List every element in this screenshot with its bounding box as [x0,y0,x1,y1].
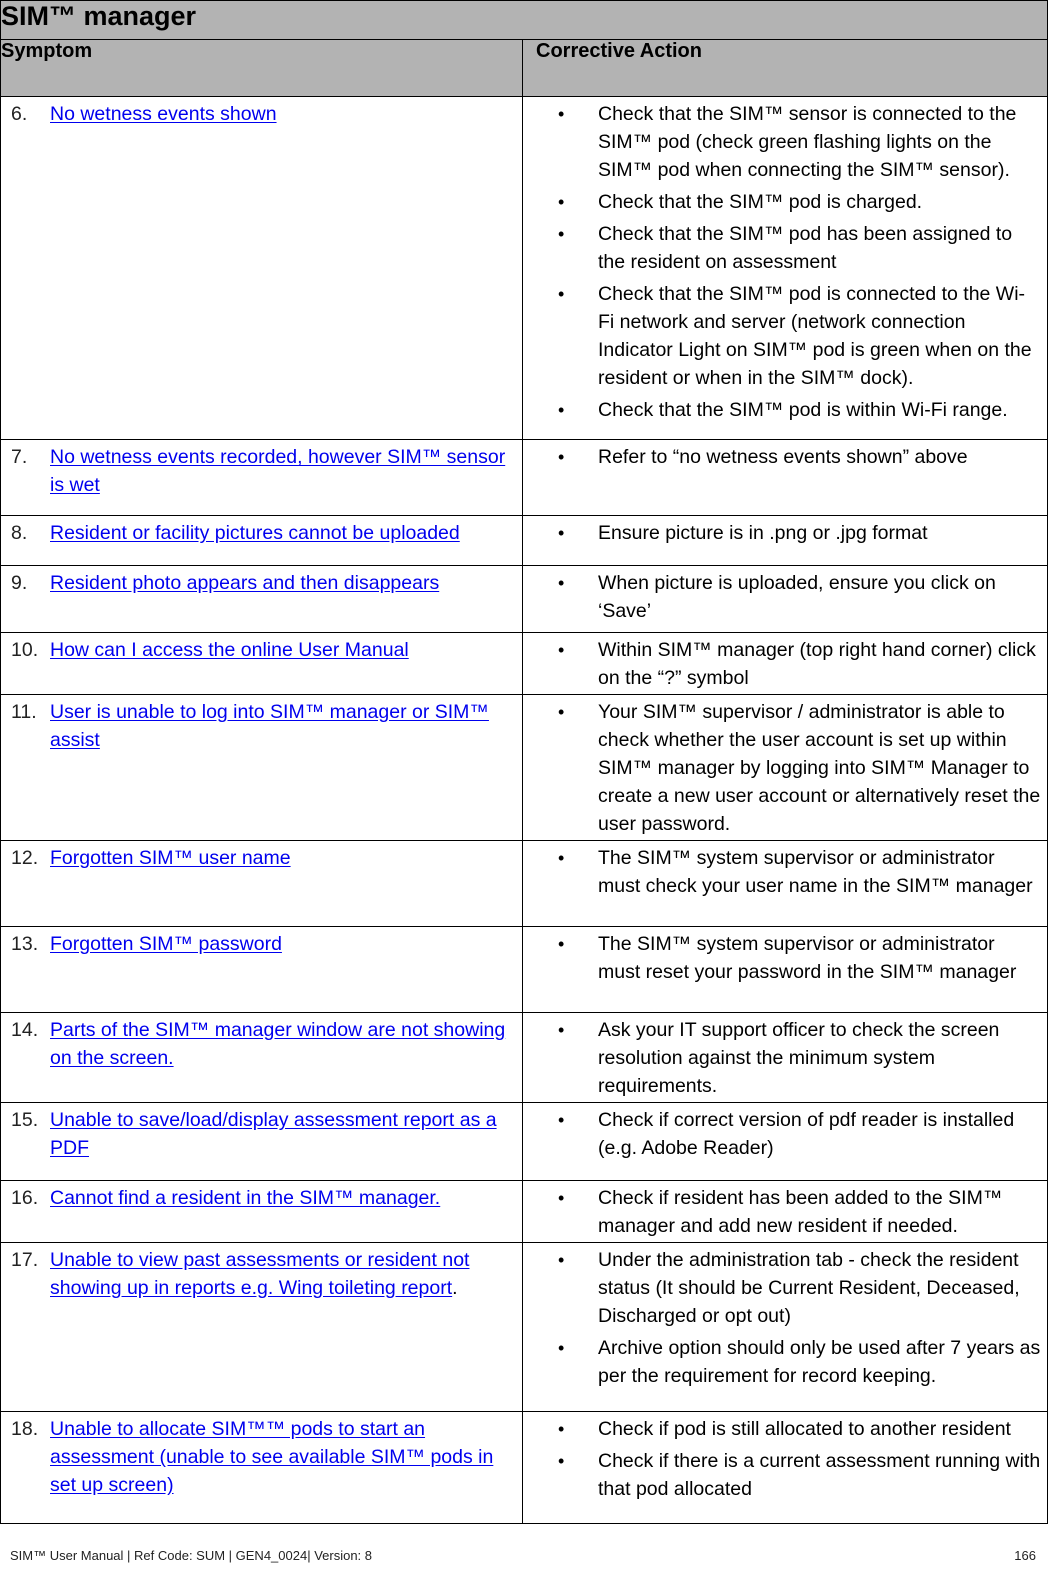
action-item [523,100,1041,184]
action-item [523,1334,1041,1390]
symptom [1,633,522,664]
action-item [523,930,1041,986]
symptom [1,516,522,547]
symptom-cell [1,841,523,927]
action-text: Check that the SIM™ pod has been assigned to the resident on assessment [598,223,1013,273]
symptom-cell [1,440,523,516]
symptom-link[interactable]: Resident photo appears and then disappears [50,572,440,594]
action-text: Check that the SIM™ pod is charged. [598,191,923,213]
action-list [523,1412,1047,1505]
symptom-link[interactable]: Resident or facility pictures cannot be uploaded [50,522,460,544]
bullet-icon: • [558,400,565,420]
symptom-cell [1,1181,523,1243]
table-header-row [1,40,1048,97]
bullet-icon: • [558,702,565,722]
symptom-link[interactable]: No wetness events shown [50,103,277,125]
symptom-number: 18. [11,1418,39,1440]
bullet-icon: • [558,447,565,467]
symptom-link[interactable]: Forgotten SIM™ password [50,933,282,955]
action-item [523,280,1041,392]
action-cell [523,97,1048,440]
symptom [1,1412,522,1499]
action-item [523,220,1041,276]
symptom-cell [1,97,523,440]
action-list [523,927,1047,988]
action-text: The SIM™ system supervisor or administrator must check your user name in the SIM™ manager [598,847,1033,897]
action-cell [523,633,1048,695]
table-row [1,1412,1048,1524]
corrective-action-header: Corrective Action [523,40,1048,97]
symptom-number: 17. [11,1249,39,1271]
symptom [1,927,522,958]
action-text: Ask your IT support officer to check the screen resolution against the minimum system requirements. [598,1019,1000,1097]
symptom-number: 6. [11,103,28,125]
symptom-link[interactable]: Forgotten SIM™ user name [50,847,291,869]
action-list [523,1181,1047,1242]
symptom-cell [1,1103,523,1181]
symptom-number: 16. [11,1187,39,1209]
bullet-icon: • [558,934,565,954]
symptom-cell [1,566,523,633]
action-list [523,566,1047,627]
action-text: Check if correct version of pdf reader is installed (e.g. Adobe Reader) [598,1109,1015,1159]
action-cell [523,927,1048,1013]
bullet-icon: • [558,224,565,244]
bullet-icon: • [558,573,565,593]
symptom-cell [1,1013,523,1103]
action-text: The SIM™ system supervisor or administrator must reset your password in the SIM™ manager [598,933,1017,983]
symptom-cell [1,695,523,841]
symptom [1,440,522,499]
action-list [523,633,1047,694]
symptom-cell [1,927,523,1013]
action-item [523,569,1041,625]
action-text: Check that the SIM™ pod is within Wi-Fi range. [598,399,1008,421]
table-row [1,1243,1048,1412]
table-row [1,841,1048,927]
action-item [523,396,1041,424]
symptom-cell [1,1243,523,1412]
action-cell [523,566,1048,633]
symptom [1,1103,522,1162]
bullet-icon: • [558,1020,565,1040]
action-item [523,636,1041,692]
action-cell [523,841,1048,927]
action-item [523,443,1041,471]
action-item [523,1016,1041,1100]
bullet-icon: • [558,1188,565,1208]
symptom-link[interactable]: Unable to view past assessments or resident not showing up in reports e.g. Wing toileting report [50,1249,470,1299]
footer-manual-ref: SIM™ User Manual | Ref Code: SUM | GEN4_0024| Version: 8 [10,1548,373,1563]
action-text: Check if there is a current assessment running with that pod allocated [598,1450,1041,1500]
table-body [1,97,1048,1524]
action-cell [523,1181,1048,1243]
action-text: When picture is uploaded, ensure you click on ‘Save’ [598,572,996,622]
action-text: Your SIM™ supervisor / administrator is able to check whether the user account is set up within SIM™ manager by logging into SIM™ Manager to create a new user account or alternatively reset the user password. [598,701,1041,835]
bullet-icon: • [558,192,565,212]
page-footer [10,1548,1036,1563]
action-text: Archive option should only be used after 7 years as per the requirement for record keeping. [598,1337,1041,1387]
symptom-number: 10. [11,639,39,661]
symptom-number: 13. [11,933,39,955]
bullet-icon: • [558,1451,565,1471]
action-text: Refer to “no wetness events shown” above [598,446,968,468]
symptom-link[interactable]: User is unable to log into SIM™ manager or SIM™ assist [50,701,489,751]
action-list [523,516,1047,549]
action-text: Check if resident has been added to the SIM™ manager and add new resident if needed. [598,1187,1003,1237]
symptom-cell [1,516,523,566]
symptom-tail: . [452,1277,458,1299]
table-row [1,695,1048,841]
action-list [523,97,1047,426]
table-row [1,1103,1048,1181]
action-list [523,440,1047,473]
action-cell [523,516,1048,566]
table-row [1,97,1048,440]
bullet-icon: • [558,284,565,304]
symptom [1,695,522,754]
action-text: Check if pod is still allocated to another resident [598,1418,1011,1440]
symptom-link[interactable]: Cannot find a resident in the SIM™ manager. [50,1187,441,1209]
table-row [1,516,1048,566]
table-row [1,633,1048,695]
symptom-number: 9. [11,572,28,594]
action-item [523,844,1041,900]
action-cell [523,440,1048,516]
symptom-cell [1,633,523,695]
bullet-icon: • [558,104,565,124]
action-text: Within SIM™ manager (top right hand corner) click on the “?” symbol [598,639,1036,689]
action-list [523,1243,1047,1392]
action-text: Check that the SIM™ pod is connected to the Wi-Fi network and server (network connection Indicator Light on SIM™ pod is green when on the resident or when in the SIM™ dock). [598,283,1032,389]
page-number: 166 [1014,1548,1036,1563]
action-item [523,1447,1041,1503]
bullet-icon: • [558,848,565,868]
table-row [1,440,1048,516]
table-row [1,927,1048,1013]
table-row [1,566,1048,633]
symptom-link[interactable]: No wetness events recorded, however SIM™ sensor is wet [50,446,506,496]
symptom-link[interactable]: Unable to allocate SIM™™ pods to start an assessment (unable to see available SIM™ pods in set up screen) [50,1418,494,1496]
bullet-icon: • [558,1110,565,1130]
action-cell [523,1243,1048,1412]
symptom [1,566,522,597]
symptom [1,1013,522,1072]
action-item [523,519,1041,547]
symptom-link[interactable]: Parts of the SIM™ manager window are not showing on the screen. [50,1019,506,1069]
action-item [523,1184,1041,1240]
symptom-number: 14. [11,1019,39,1041]
bullet-icon: • [558,523,565,543]
table-title: SIM™ manager [1,1,1048,40]
action-list [523,1103,1047,1164]
symptom [1,97,522,128]
bullet-icon: • [558,1419,565,1439]
action-text: Check that the SIM™ sensor is connected to the SIM™ pod (check green flashing lights on the SIM™ pod when connecting the SIM™ sensor). [598,103,1017,181]
symptom-number: 11. [11,701,37,723]
symptom-number: 12. [11,847,39,869]
symptom-number: 8. [11,522,28,544]
action-item [523,1246,1041,1330]
bullet-icon: • [558,1250,565,1270]
action-text: Ensure picture is in .png or .jpg format [598,522,928,544]
symptom [1,841,522,872]
action-item [523,1106,1041,1162]
action-item [523,698,1041,838]
action-list [523,695,1047,840]
action-item [523,188,1041,216]
symptom [1,1181,522,1212]
symptom-header: Symptom [1,40,523,97]
symptom-link[interactable]: How can I access the online User Manual [50,639,409,661]
symptom [1,1243,522,1302]
action-text: Under the administration tab - check the resident status (It should be Current Resident, Deceased, Discharged or opt out) [598,1249,1020,1327]
action-cell [523,1412,1048,1524]
symptom-number: 7. [11,446,28,468]
table-title-row [1,1,1048,40]
table-row [1,1181,1048,1243]
bullet-icon: • [558,640,565,660]
action-list [523,841,1047,902]
action-cell [523,1103,1048,1181]
bullet-icon: • [558,1338,565,1358]
table-row [1,1013,1048,1103]
action-item [523,1415,1041,1443]
symptom-cell [1,1412,523,1524]
action-list [523,1013,1047,1102]
symptom-number: 15. [11,1109,39,1131]
symptom-link[interactable]: Unable to save/load/display assessment report as a PDF [50,1109,497,1159]
action-cell [523,1013,1048,1103]
action-cell [523,695,1048,841]
